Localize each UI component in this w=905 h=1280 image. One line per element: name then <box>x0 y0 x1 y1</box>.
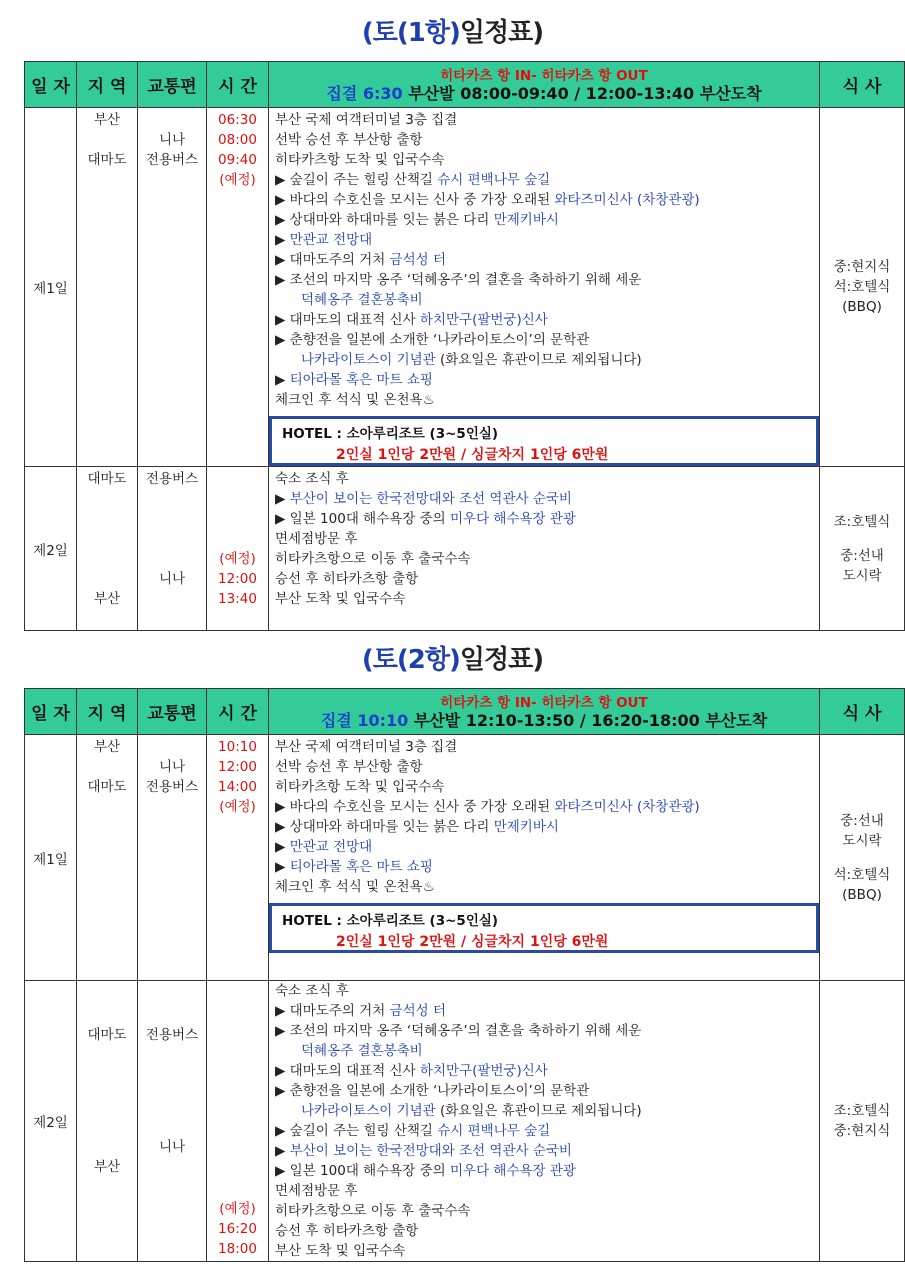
program-cell <box>269 467 820 631</box>
hotel-box: HOTEL : 소아루리조트 (3~5인실) 2인실 1인당 2만원 / 싱글차지 1인당 6만원 <box>269 416 819 466</box>
program-line: 히타카츠항 도착 및 입국수속 <box>275 779 445 795</box>
cell-line <box>77 509 137 529</box>
program-line: ▶ 부산이 보이는 한국전망대와 조선 역관사 순국비 <box>275 491 572 507</box>
program-line: ▶ 대마도주의 거처 금석성 터 <box>275 1003 447 1019</box>
cell-line: 전용버스 <box>145 471 199 487</box>
header-region: 지 역 <box>77 62 138 108</box>
header-meal: 식 사 <box>820 62 905 108</box>
program-cell <box>269 735 820 981</box>
program-line: 선박 승선 후 부산항 출항 <box>275 132 423 148</box>
day-label: 제1일 <box>25 108 77 467</box>
cell-line <box>138 549 206 569</box>
meal-cell: 조:호텔식 중:현지식 <box>820 981 905 1262</box>
program-line: ▶ 숲길이 주는 힐링 산책길 슈시 편백나무 숲길 <box>275 172 551 188</box>
region-cell <box>77 735 138 981</box>
cell-line: 부산 <box>93 591 121 607</box>
region-cell: 대마도 부산 <box>77 981 138 1262</box>
header-meal: 식 사 <box>820 689 905 735</box>
header-date: 일 자 <box>25 689 77 735</box>
cell-line <box>138 589 206 609</box>
program-line: ▶ 대마도주의 거처 금석성 터 <box>275 252 447 268</box>
program-line: ▶ 부산이 보이는 한국전망대와 조선 역관사 순국비 <box>275 1143 572 1159</box>
program-cell <box>269 108 820 467</box>
table-row-day1 <box>25 108 905 467</box>
cell-line: 14:00 <box>218 779 257 795</box>
program-line: ▶ 상대마와 하대마를 잇는 붉은 다리 만제키바시 <box>275 819 559 835</box>
program-line: ▶ 춘향전을 일본에 소개한 ‘나카라이토스이’의 문학관 <box>275 1083 590 1099</box>
program-line: ▶ 대마도의 대표적 신사 하치만구(팔번궁)신사 <box>275 1063 548 1079</box>
program-line: 나카라이토스이 기념관 (화요일은 휴관이므로 제외됩니다) <box>301 1103 642 1119</box>
cell-line <box>77 489 137 509</box>
header-time: 시 간 <box>207 62 269 108</box>
transport-cell <box>138 735 207 981</box>
program-line: 선박 승선 후 부산항 출항 <box>275 759 423 775</box>
cell-line <box>207 529 268 549</box>
program-line: ▶ 만관교 전망대 <box>275 232 373 248</box>
cell-line: 니나 <box>158 571 186 587</box>
region-cell <box>77 467 138 631</box>
cell-line <box>77 549 137 569</box>
cell-line <box>207 469 268 489</box>
program-line: 덕혜옹주 결혼봉축비 <box>301 292 423 308</box>
cell-line: 13:40 <box>218 591 257 607</box>
program-line: 체크인 후 석식 및 온천욕♨ <box>275 392 435 408</box>
cell-line <box>138 737 206 757</box>
cell-line: 10:10 <box>218 739 257 755</box>
cell-line <box>77 757 137 777</box>
cell-line: 12:00 <box>218 571 257 587</box>
cell-line <box>207 509 268 529</box>
cell-line <box>138 529 206 549</box>
schedule-title-2: (토(2항)일정표) <box>361 645 544 675</box>
cell-line <box>138 509 206 529</box>
program-line: ▶ 조선의 마지막 옹주 ‘덕혜옹주’의 결혼을 축하하기 위해 세운 <box>275 272 642 288</box>
cell-line: 전용버스 <box>145 779 199 795</box>
program-line: ▶ 바다의 수호신을 모시는 신사 중 가장 오래된 와타즈미신사 (차창관광) <box>275 799 700 815</box>
header-date: 일 자 <box>25 62 77 108</box>
day-label: 제1일 <box>25 735 77 981</box>
header-region: 지 역 <box>77 689 138 735</box>
program-line: ▶ 티아라몰 혹은 마트 쇼핑 <box>275 372 433 388</box>
cell-line: 12:00 <box>218 759 257 775</box>
program-line: 나카라이토스이 기념관 (화요일은 휴관이므로 제외됩니다) <box>301 352 642 368</box>
program-line: 히타카츠항으로 이동 후 출국수속 <box>275 1203 471 1219</box>
region-cell: 부산 대마도 <box>77 108 138 467</box>
header-itinerary: 히타카츠 항 IN- 히타카츠 항 OUT 집결 10:10 부산발 12:10-13:50 / 16:20-18:00 부산도착 <box>269 689 820 735</box>
cell-line <box>207 489 268 509</box>
cell-line: 대마도 <box>87 471 127 487</box>
program-line: ▶ 티아라몰 혹은 마트 쇼핑 <box>275 859 433 875</box>
program-line: 숙소 조식 후 <box>275 983 349 999</box>
cell-line <box>77 569 137 589</box>
program-line: ▶ 조선의 마지막 옹주 ‘덕혜옹주’의 결혼을 축하하기 위해 세운 <box>275 1023 642 1039</box>
cell-line: 부산 <box>93 739 121 755</box>
program-line: ▶ 춘향전을 일본에 소개한 ‘나카라이토스이’의 문학관 <box>275 332 590 348</box>
program-line: 히타카츠항으로 이동 후 출국수속 <box>275 551 471 567</box>
table-row-day1 <box>25 735 905 981</box>
cell-line: 니나 <box>158 759 186 775</box>
program-line: 히타카츠항 도착 및 입국수속 <box>275 152 445 168</box>
table-row-day2 <box>25 981 905 1262</box>
header-transport: 교통편 <box>138 689 207 735</box>
transport-cell: 니나 전용버스 <box>138 108 207 467</box>
program-line: ▶ 만관교 전망대 <box>275 839 373 855</box>
cell-line <box>77 529 137 549</box>
program-line: ▶ 일본 100대 해수욕장 중의 미우다 해수욕장 관광 <box>275 511 576 527</box>
header-transport: 교통편 <box>138 62 207 108</box>
program-line: ▶ 상대마와 하대마를 잇는 붉은 다리 만제키바시 <box>275 212 559 228</box>
program-line: 덕혜옹주 결혼봉축비 <box>301 1043 423 1059</box>
program-line: 부산 국제 여객터미널 3층 집결 <box>275 739 458 755</box>
program-line: 체크인 후 석식 및 온천욕♨ <box>275 879 435 895</box>
time-cell: (예정) 16:20 18:00 <box>207 981 269 1262</box>
time-cell <box>207 735 269 981</box>
header-itinerary: 히타카츠 항 IN- 히타카츠 항 OUT 집결 6:30 부산발 08:00-09:40 / 12:00-13:40 부산도착 <box>269 62 820 108</box>
program-line: 면세점방문 후 <box>275 531 358 547</box>
cell-line: (예정) <box>219 551 256 567</box>
time-cell <box>207 467 269 631</box>
meal-cell: 중:현지식 석:호텔식 (BBQ) <box>820 108 905 467</box>
program-line: ▶ 숲길이 주는 힐링 산책길 슈시 편백나무 숲길 <box>275 1123 551 1139</box>
cell-line <box>138 489 206 509</box>
program-line: ▶ 대마도의 대표적 신사 하치만구(팔번궁)신사 <box>275 312 548 328</box>
table-row-day2 <box>25 467 905 631</box>
cell-line: (예정) <box>219 799 256 815</box>
day-label: 제2일 <box>25 467 77 631</box>
meal-cell: 조:호텔식 중:선내 도시락 <box>820 467 905 631</box>
program-cell <box>269 981 820 1262</box>
time-cell: 06:30 08:00 09:40 (예정) <box>207 108 269 467</box>
program-line: 부산 도착 및 입국수속 <box>275 1243 406 1259</box>
program-line: 승선 후 히타카츠항 출항 <box>275 571 419 587</box>
transport-cell <box>138 467 207 631</box>
program-line: 면세점방문 후 <box>275 1183 358 1199</box>
meal-cell: 중:선내 도시락 석:호텔식 (BBQ) <box>820 735 905 981</box>
program-line: ▶ 일본 100대 해수욕장 중의 미우다 해수욕장 관광 <box>275 1163 576 1179</box>
hotel-box: HOTEL : 소아루리조트 (3~5인실) 2인실 1인당 2만원 / 싱글차지 1인당 6만원 <box>269 903 819 953</box>
day-label: 제2일 <box>25 981 77 1262</box>
program-line: ▶ 바다의 수호신을 모시는 신사 중 가장 오래된 와타즈미신사 (차창관광) <box>275 192 700 208</box>
header-time: 시 간 <box>207 689 269 735</box>
program-line: 숙소 조식 후 <box>275 471 349 487</box>
schedule-table-1 <box>24 61 905 631</box>
program-line: 부산 국제 여객터미널 3층 집결 <box>275 112 458 128</box>
transport-cell: 전용버스 니나 <box>138 981 207 1262</box>
schedule-table-2 <box>24 688 905 1262</box>
program-line: 승선 후 히타카츠항 출항 <box>275 1223 419 1239</box>
cell-line: 대마도 <box>87 779 127 795</box>
program-line: 부산 도착 및 입국수속 <box>275 591 406 607</box>
schedule-title-1: (토(1항)일정표) <box>361 18 544 48</box>
